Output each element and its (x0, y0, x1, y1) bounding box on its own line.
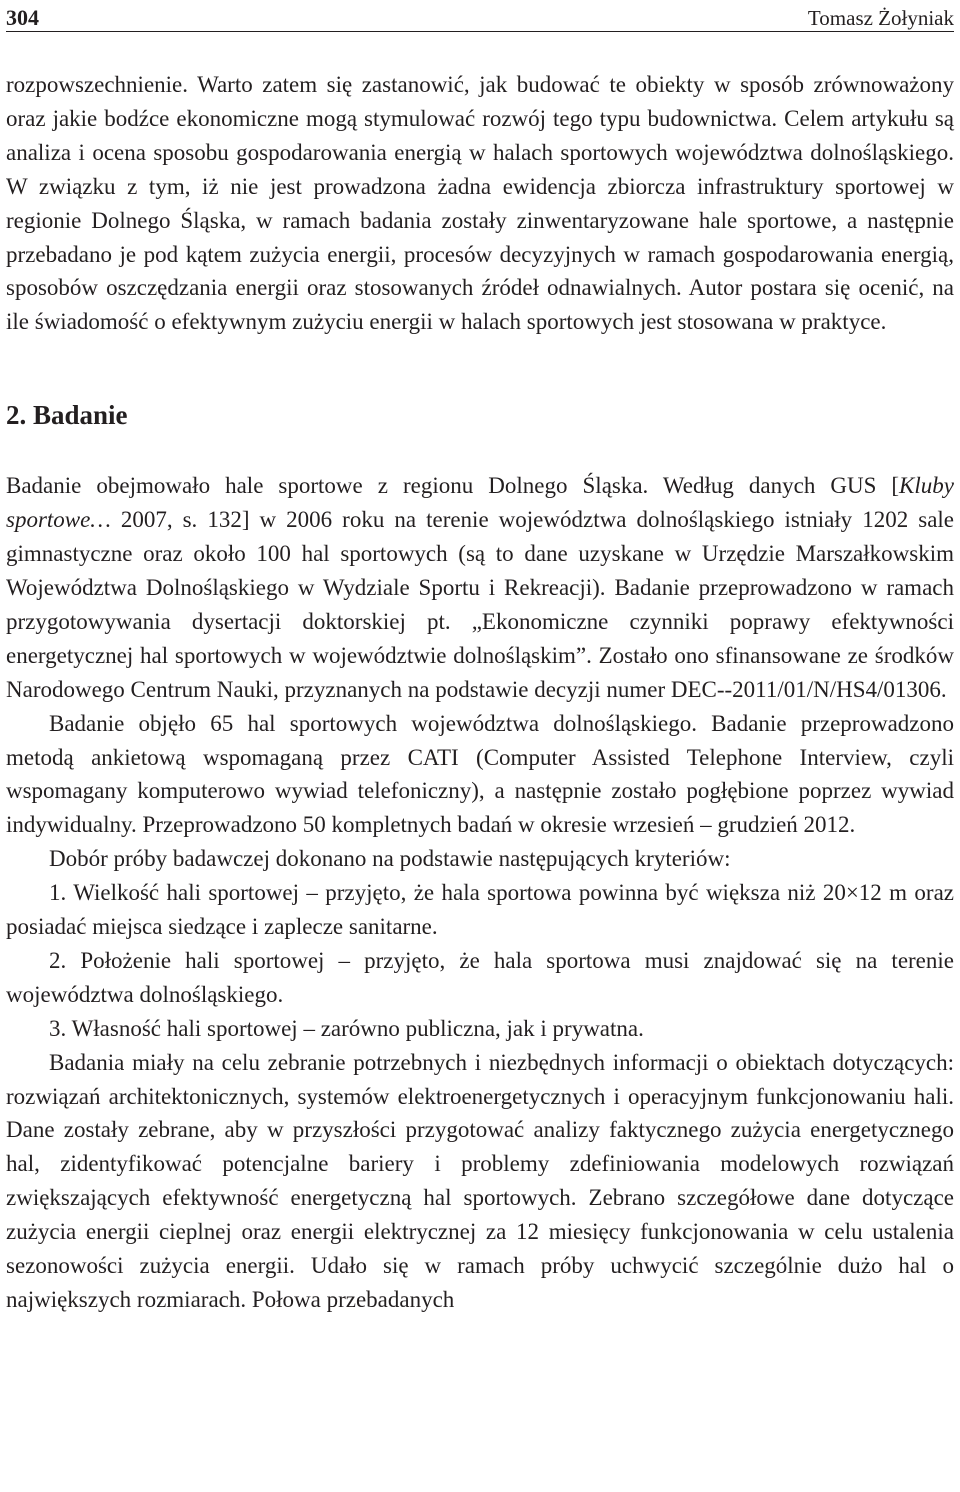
criterion-item: 1. Wielkość hali sportowej – przyjęto, że hala sportowa powinna być większa niż 20×12 m oraz posiadać miejsca siedzące i zaplecze sanitarne. (6, 880, 954, 940)
section-heading: 2. Badanie (6, 400, 128, 431)
running-head (6, 0, 954, 32)
criterion-item: 3. Własność hali sportowej – zarówno publiczna, jak i prywatna. (49, 1015, 644, 1041)
paragraph-criteria-intro: Dobór próby badawczej dokonano na podstawie następujących kryteriów: (49, 846, 731, 872)
page-number: 304 (6, 5, 39, 30)
paragraph-method: Badanie objęło 65 hal sportowych województwa dolnośląskiego. Badanie przeprowadzono metodą ankietową wspomaganą przez CATI (Computer Assisted Telephone Interview, czyli wspomagany komputerowo wywiad telefoniczny), a następnie zostało pogłębione poprzez wywiad indywidualny. Przeprowadzono 50 kompletnych badań w okresie wrzesień – grudzień 2012. (6, 710, 954, 838)
document-body (6, 68, 954, 1317)
paragraph-study-scope (6, 469, 954, 706)
paragraph-objectives: Badania miały na celu zebranie potrzebnych i niezbędnych informacji o obiektach dotyczących: rozwiązań architektonicznych, systemów elektroenergetycznych i operacyjnym funkcjonowaniu hali. Dane zostały zebrane, aby w przyszłości przygotować analizy faktycznego zużycia energetycznego hal, zidentyfikować potencjalne bariery i problemy zdefiniowania modelowych rozwiązań zwiększających efektywność energetyczną hal sportowych. Zebrano szczegółowe dane dotyczące zużycia energii cieplnej oraz energii elektrycznej za 12 miesięcy funkcjonowania w celu ustalenia sezonowości zużycia energii. Udało się w ramach próby uchwycić szczególnie dużo hal o największych rozmiarach. Połowa przebadanych (6, 1049, 954, 1312)
text-run: 2007, s. 132] w 2006 roku na terenie województwa dolnośląskiego istniały 1202 sale gimnastyczne oraz około 100 hal sportowych (są to dane uzyskane w Urzędzie Marszałkowskim Województwa Dolnośląskiego w Wydziale Sportu i Rekreacji). Badanie przeprowadzono w ramach przygotowywania dysertacji doktorskiej pt. „Ekonomiczne czynniki poprawy efektywności energetycznej hal sportowych w województwie dolnośląskim”. Zostało ono sfinansowane ze środków Narodowego Centrum Nauki, przyznanych na podstawie decyzji numer DEC-​-2011/01/N/HS4/01306. (6, 507, 954, 702)
criterion-item: 2. Położenie hali sportowej – przyjęto, że hala sportowa musi znajdować się na terenie województwa dolnośląskiego. (6, 947, 954, 1007)
running-head-author: Tomasz Żołyniak (807, 6, 954, 30)
paragraph-introduction: rozpowszechnienie. Warto zatem się zastanowić, jak budować te obiekty w sposób zrównoważony oraz jakie bodźce ekonomiczne mogą stymulować rozwój tego typu budownictwa. Celem artykułu są analiza i ocena sposobu gospodarowania energią w halach sportowych województwa dolnośląskiego. W związku z tym, iż nie jest prowadzona żadna ewidencja zbiorcza infrastruktury sportowej w regionie Dolnego Śląska, w ramach badania zostały zinwentaryzowane hale sportowe, a następnie przebadano je pod kątem zużycia energii, procesów decyzyjnych w ramach gospodarowania energią, sposobów oszczędzania energii oraz stosowanych źródeł odnawialnych. Autor postara się ocenić, na ile świadomość o efektywnym zużyciu energii w halach sportowych jest stosowana w praktyce. (6, 72, 954, 335)
text-run: Badanie obejmowało hale sportowe z regionu Dolnego Śląska. Według danych GUS [ (6, 473, 900, 499)
citation-title: Kluby sportowe… (6, 473, 954, 533)
